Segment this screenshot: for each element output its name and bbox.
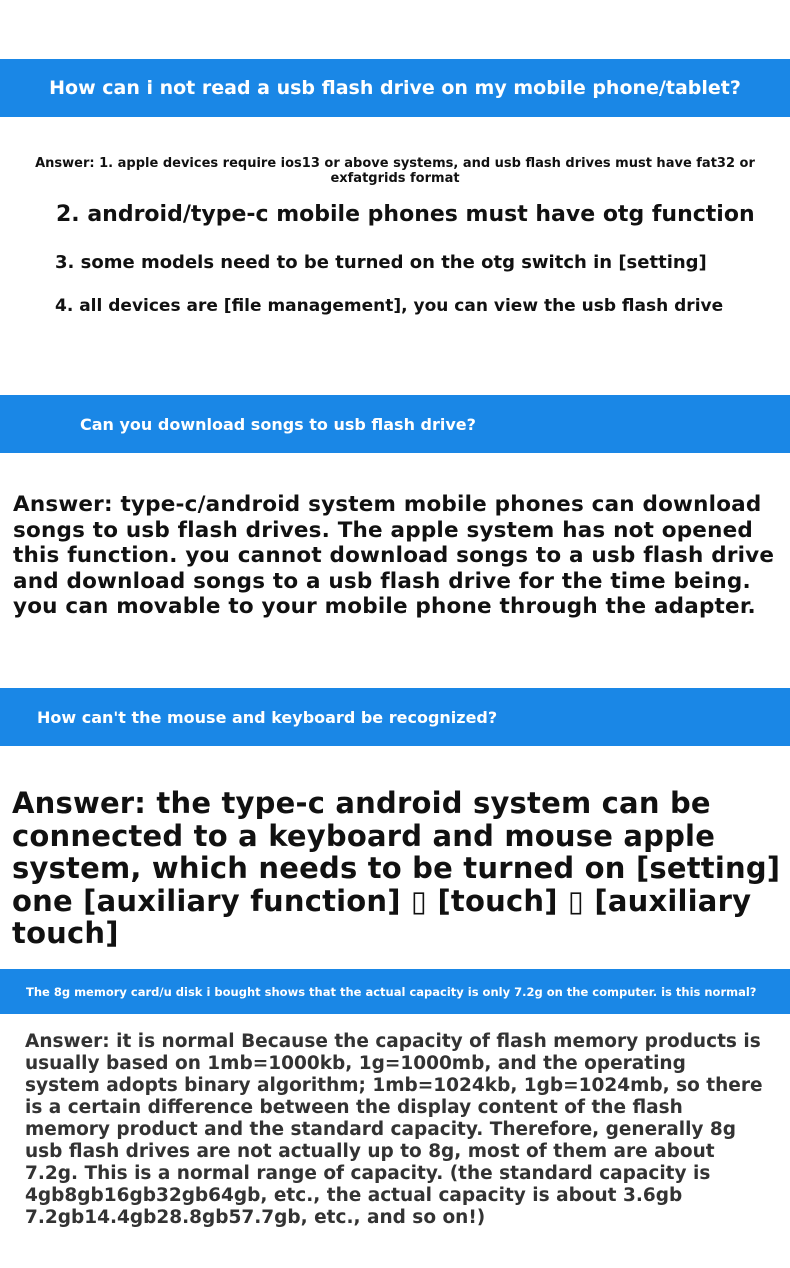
faq-answer-3: Answer: the type-c android system can be connected to a keyboard and mouse apple system, which needs to be turned on [setting] one [auxiliary function] ▯ [touch] ▯ [auxiliary touch] — [12, 786, 781, 950]
faq-question-4-text: The 8g memory card/u disk i bought shows that the actual capacity is only 7.2g on the computer. is this normal? — [26, 984, 757, 999]
faq-answer-4: Answer: it is normal Because the capacity of flash memory products is usually based on 1mb=1000kb, 1g=1000mb, and the operating system adopts binary algorithm; 1mb=1024kb, 1gb=1024mb, so there is a certain difference between the display content of the flash memory product and the standard capacity. Therefore, generally 8g usb flash drives are not actually up to 8g, most of them are about 7.2g. This is a normal range of capacity. (the standard capacity is 4gb8gb16gb32gb64gb, etc., the actual capacity is about 3.6gb 7.2gb14.4gb28.8gb57.7gb, etc., and so on!) — [25, 1031, 763, 1228]
faq-answer-1-line-2: 2. android/type-c mobile phones must have otg function — [56, 202, 755, 227]
faq-question-2-text: Can you download songs to usb flash drive? — [80, 414, 476, 434]
faq-question-2 — [0, 395, 790, 453]
faq-question-1-text: How can i not read a usb flash drive on my mobile phone/tablet? — [49, 77, 741, 99]
faq-answer-1-line-1: Answer: 1. apple devices require ios13 or above systems, and usb flash drives must have fat32 or exfatgrids format — [35, 156, 755, 186]
faq-answer-1-line-4: 4. all devices are [file management], you can view the usb flash drive — [55, 296, 724, 316]
faq-answer-2: Answer: type-c/android system mobile phones can download songs to usb flash drives. The apple system has not opened this function. you cannot download songs to a usb flash drive and download songs to a usb flash drive for the time being. you can movable to your mobile phone through the adapter. — [13, 492, 775, 619]
faq-answer-1-line-3: 3. some models need to be turned on the otg switch in [setting] — [55, 252, 707, 273]
faq-question-3-text: How can't the mouse and keyboard be recognized? — [37, 707, 498, 727]
faq-question-4 — [0, 969, 790, 1014]
faq-question-1 — [0, 59, 790, 117]
faq-question-3 — [0, 688, 790, 746]
